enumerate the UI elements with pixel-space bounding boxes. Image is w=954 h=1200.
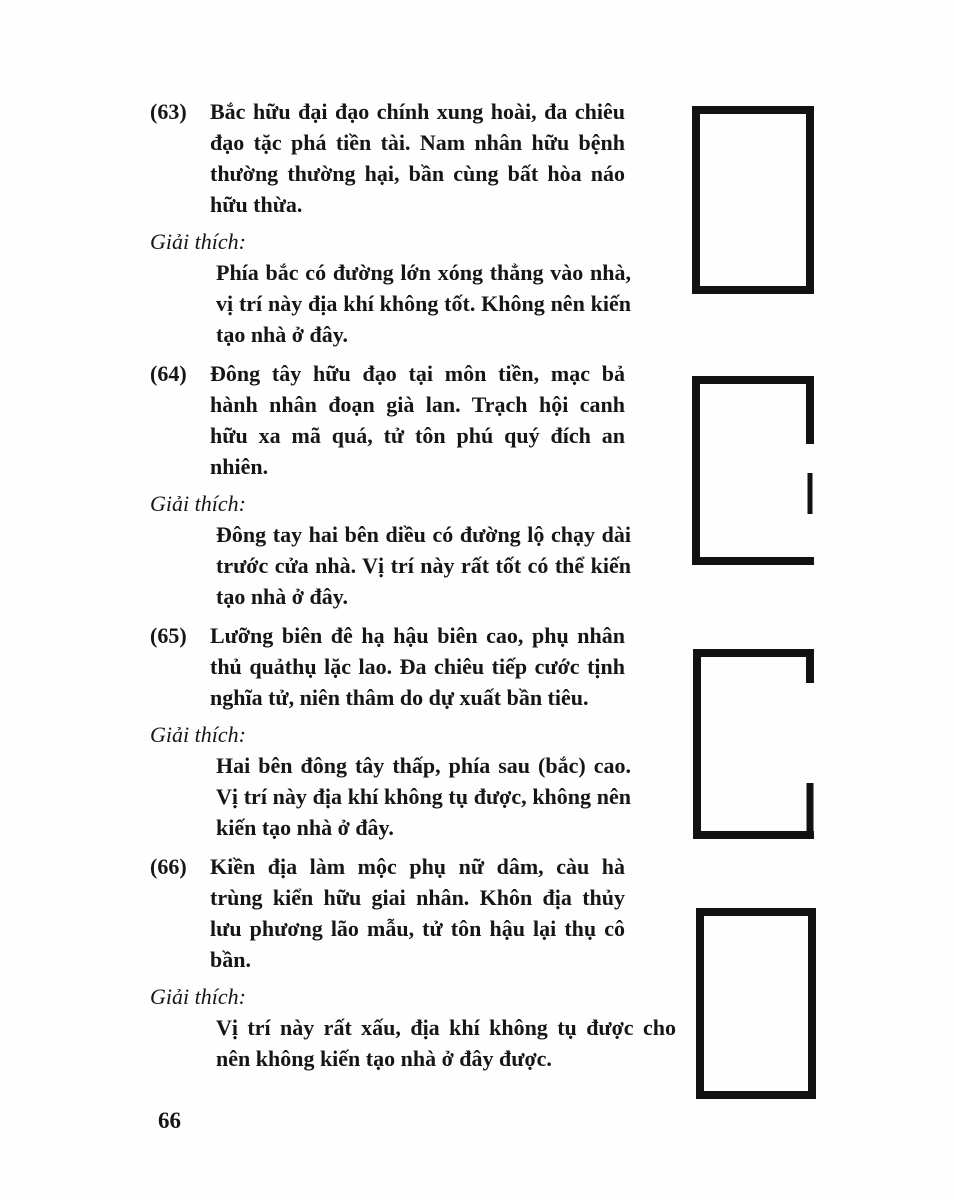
entry-explanation: Vị trí này rất xấu, địa khí không tụ được cho nên không kiến tạo nhà ở đây được. (216, 1015, 676, 1071)
entry-head (150, 620, 625, 713)
entry-explanation: Phía bắc có đường lớn xóng thẳng vào nhà, vị trí này địa khí không tốt. Không nên kiến tạo nhà ở đây. (216, 260, 631, 347)
entry-number: (65) (150, 623, 187, 648)
giai-thich-label: Giải thích: (150, 491, 246, 516)
entry-text: Đông tây hữu đạo tại môn tiền, mạc bả hành nhân đoạn già lan. Trạch hội canh hữu xa mã quá, tử tôn phú quý đích an nhiên. (210, 361, 625, 479)
giai-thich-label: Giải thích: (150, 984, 246, 1009)
site-diagram-63 (692, 106, 814, 294)
entry-explanation: Hai bên đông tây thấp, phía sau (bắc) cao. Vị trí này địa khí không tụ được, không nên kiến tạo nhà ở đây. (216, 753, 631, 840)
text-column (150, 96, 690, 1082)
entry-64 (150, 358, 690, 612)
site-diagram-64 (692, 376, 814, 565)
giai-thich-label: Giải thích: (150, 229, 246, 254)
entry-65 (150, 620, 690, 843)
entry-text: Kiền địa làm mộc phụ nữ dâm, càu hà trùng kiển hữu giai nhân. Khôn địa thủy lưu phương lão mẫu, tử tôn hậu lại thụ cô bần. (210, 854, 625, 972)
entry-number: (66) (150, 854, 187, 879)
entry-66 (150, 851, 690, 1074)
entry-text: Bắc hữu đại đạo chính xung hoài, đa chiêu đạo tặc phá tiền tài. Nam nhân hữu bệnh thường thường hại, bần cùng bất hòa náo hữu thừa. (210, 99, 625, 217)
entry-head (150, 851, 625, 975)
entry-number: (64) (150, 361, 187, 386)
page-number: 66 (158, 1108, 181, 1133)
entry-63 (150, 96, 690, 350)
entry-head (150, 96, 625, 220)
site-diagram-65 (693, 649, 814, 839)
site-diagram-66 (696, 908, 816, 1099)
giai-thich-label: Giải thích: (150, 722, 246, 747)
entry-number: (63) (150, 99, 187, 124)
entry-head (150, 358, 625, 482)
entry-explanation: Đông tay hai bên diều có đường lộ chạy dài trước cửa nhà. Vị trí này rất tốt có thể kiến tạo nhà ở đây. (216, 522, 631, 609)
entry-text: Lưỡng biên đê hạ hậu biên cao, phụ nhân thủ quảthụ lặc lao. Đa chiêu tiếp cước tịnh nghĩa tử, niên thâm do dự xuất bần tiêu. (210, 623, 625, 710)
